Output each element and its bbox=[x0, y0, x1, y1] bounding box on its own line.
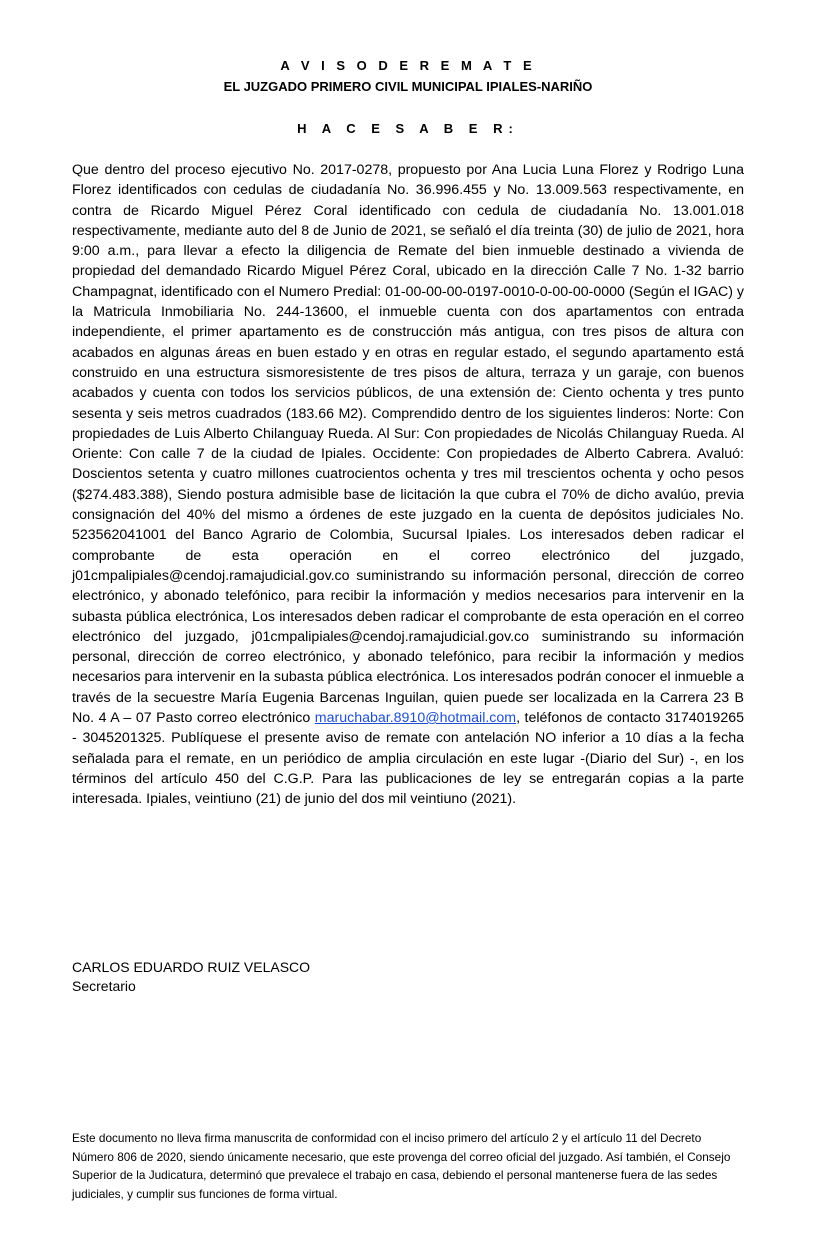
hace-saber-heading: H A C E S A B E R: bbox=[297, 121, 519, 136]
footer-note: Este documento no lleva firma manuscrita de conformidad con el inciso primero del artículo 2 y el artículo 11 del Decreto Número 806 de 2020, siendo únicamente necesario, que este provenga del correo oficial del juzgado. Así también, el Consejo Superior de la Judicatura, determinó que prevalece el trabajo en casa, debiendo el personal mantenerse fuera de las sedes judiciales, y cumplir sus funciones de forma virtual. bbox=[72, 1131, 731, 1201]
signer-role: Secretario bbox=[72, 978, 136, 994]
notice-title: A V I S O D E R E M A T E bbox=[280, 58, 536, 73]
body-text-part-1: Que dentro del proceso ejecutivo No. 2017-0278, propuesto por Ana Lucia Luna Florez y Rodrigo Luna Florez identificados con cedulas de ciudadanía No. 36.996.455 y No. 13.009.563 respectivamente, en contra de Ricardo Miguel Pérez Coral identificado con cedula de ciudadanía No. 13.001.018 respectivamente, mediante auto del 8 de Junio de 2021, se señaló el día treinta (30) de julio de 2021, hora 9:00 a.m., para llevar a efecto la diligencia de Remate del bien inmueble destinado a vivienda de propiedad del demandado Ricardo Miguel Pérez Coral, ubicado en la dirección Calle 7 No. 1-32 barrio Champagnat, identificado con el Numero Predial: 01-00-00-00-0197-0010-0-00-00-0000 (Según el IGAC) y la Matricula Inmobiliaria No. 244-13600, el inmueble cuenta con dos apartamentos con entrada independiente, el primer apartamento es de construcción más antigua, con tres pisos de altura con acabados en algunas áreas en buen estado y en otras en regular estado, el segundo apartamento está construido en una estructura sismoresistente de tres pisos de altura, terraza y un garaje, con buenos acabados y cuenta con todos los servicios públicos, de una extensión de: Ciento ochenta y tres punto sesenta y seis metros cuadrados (183.66 M2). Comprendido dentro de los siguientes linderos: Norte: Con propiedades de Luis Alberto Chilanguay Rueda. Al Sur: Con propiedades de Nicolás Chilanguay Rueda. Al Oriente: Con calle 7 de la ciudad de Ipiales. Occidente: Con propiedades de Alberto Cabrera. Avaluó: Doscientos setenta y cuatro millones cuatrocientos ochenta y tres mil trescientos ochenta y ocho pesos ($274.483.388), Siendo postura admisible base de licitación la que cubra el 70% de dicho avalúo, previa consignación del 40% del mismo a órdenes de este juzgado en la cuenta de depósitos judiciales No. 523562041001 del Banco Agrario de Colombia, Sucursal Ipiales. Los interesados deben radicar el comprobante de esta operación en el correo electrónico del juzgado, j01cmpalipiales@cendoj.ramajudicial.gov.co suministrando su información personal, dirección de correo electrónico, y abonado telefónico, para recibir la información y medios necesarios para intervenir en la subasta pública electrónica, Los interesados deben radicar el comprobante de esta operación en el correo electrónico del juzgado, j01cmpalipiales@cendoj.ramajudicial.gov.co suministrando su información personal, dirección de correo electrónico, y abonado telefónico, para recibir la información y medios necesarios para intervenir en la subasta pública electrónica. Los interesados podrán conocer el inmueble a través de la secuestre María Eugenia Barcenas Inguilan, quien puede ser localizada en la Carrera 23 B No. 4 A – 07 Pasto correo electrónico bbox=[72, 162, 744, 727]
body-text-part-2: , teléfonos de contacto 3174019265 - 3045201325. Publíquese el presente aviso de remate con antelación NO inferior a 10 días a la fecha señalada para el remate, en un periódico de amplia circulación en este lugar -(Diario del Sur) -, en los términos del artículo 450 del C.G.P. Para las publicaciones de ley se entregarán copias a la parte interesada. Ipiales, veintiuno (21) de junio del dos mil veintiuno (2021). bbox=[72, 710, 744, 808]
signature-block bbox=[72, 958, 310, 996]
court-name: EL JUZGADO PRIMERO CIVIL MUNICIPAL IPIALES-NARIÑO bbox=[223, 79, 593, 94]
signer-name: CARLOS EDUARDO RUIZ VELASCO bbox=[72, 959, 311, 975]
notice-body bbox=[72, 160, 744, 810]
email-link[interactable]: maruchabar.8910@hotmail.com bbox=[314, 710, 517, 727]
